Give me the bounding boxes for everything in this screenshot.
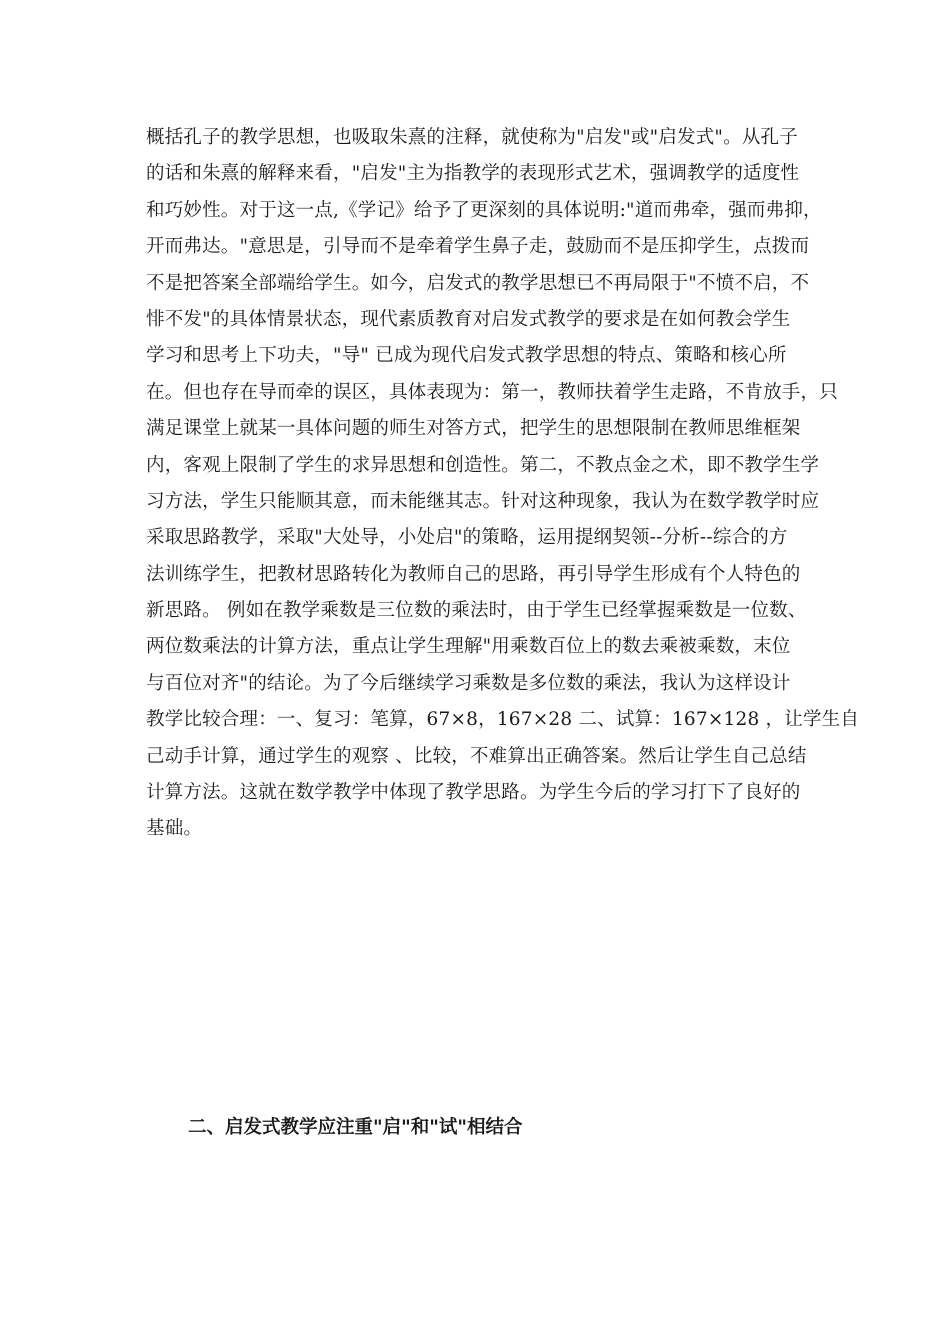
text-line: 己动手计算，通过学生的观察 、比较，不难算出正确答案。然后让学生自己总结 xyxy=(146,745,807,767)
text-line: 与百位对齐"的结论。为了今后继续学习乘数是多位数的乘法，我认为这样设计 xyxy=(146,672,791,694)
text-line: 基础。 xyxy=(146,818,203,840)
text-line: 悱不发"的具体情景状态，现代素质教育对启发式教学的要求是在如何教会学生 xyxy=(146,308,791,330)
text-line: 在。但也存在导而牵的误区，具体表现为：第一，教师扶着学生走路，不肯放手，只 xyxy=(146,381,838,403)
text-line: 两位数乘法的计算方法，重点让学生理解"用乘数百位上的数去乘被乘数，末位 xyxy=(146,636,791,658)
text-line: 和巧妙性。对于这一点,《学记》给予了更深刻的具体说明:"道而弗牵，强而弗抑， xyxy=(146,199,822,221)
text-line: 不是把答案全部端给学生。如今，启发式的教学思想已不再局限于"不愤不启，不 xyxy=(146,272,810,294)
text-line: 学习和思考上下功夫，"导" 已成为现代启发式教学思想的特点、策略和核心所 xyxy=(146,345,787,367)
text-line: 满足课堂上就某一具体问题的师生对答方式，把学生的思想限制在教师思维框架 xyxy=(146,418,801,440)
text-line: 开而弗达。"意思是，引导而不是牵着学生鼻子走，鼓励而不是压抑学生，点拨而 xyxy=(146,236,810,258)
text-line: 的话和朱熹的解释来看，"启发"主为指教学的表现形式艺术，强调教学的适度性 xyxy=(146,163,800,185)
text-line: 采取思路教学，采取"大处导，小处启"的策略，运用提纲契领--分析--综合的方 xyxy=(146,527,788,549)
text-line: 计算方法。这就在数学教学中体现了教学思路。为学生今后的学习打下了良好的 xyxy=(146,782,801,804)
text-line: 法训练学生，把教材思路转化为教师自己的思路，再引导学生形成有个人特色的 xyxy=(146,563,801,585)
text-line: 新思路。 例如在教学乘数是三位数的乘法时，由于学生已经掌握乘数是一位数、 xyxy=(146,600,807,622)
text-line: 教学比较合理：一、复习：笔算，67×8，167×28 二、试算：167×128 ，让学生自 xyxy=(146,709,860,731)
body-paragraph xyxy=(146,120,860,848)
text-line: 习方法，学生只能顺其意，而未能继其志。针对这种现象，我认为在数学教学时应 xyxy=(146,490,820,512)
text-line: 内，客观上限制了学生的求异思想和创造性。第二，不教点金之术，即不教学生学 xyxy=(146,454,820,476)
section-heading: 二、启发式教学应注重"启"和"试"相结合 xyxy=(188,1117,523,1138)
text-line: 概括孔子的教学思想，也吸取朱熹的注释，就使称为"启发"或"启发式"。从孔子 xyxy=(146,127,798,148)
